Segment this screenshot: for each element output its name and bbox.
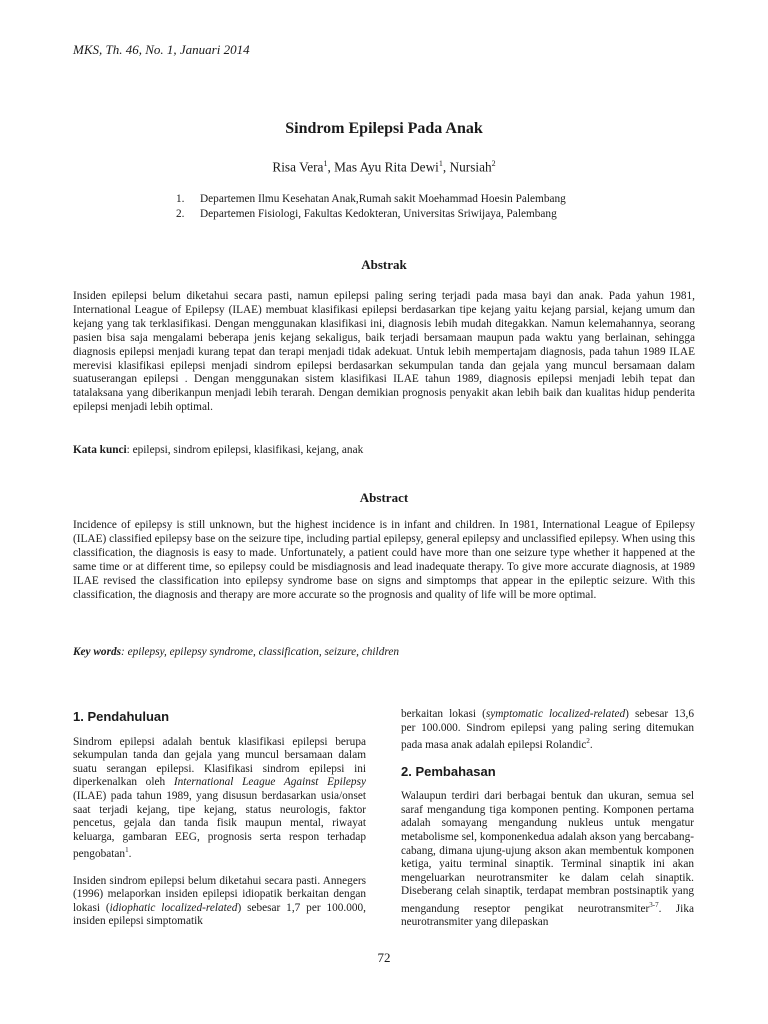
pendahuluan-paragraph-2 [73, 875, 366, 929]
key-words [73, 646, 695, 660]
abstrak-body [73, 290, 695, 415]
affiliation-text: Departemen Ilmu Kesehatan Anak,Rumah sakit Moehammad Hoesin Palembang [200, 193, 566, 205]
author-list [0, 159, 768, 175]
continued-paragraph [401, 708, 694, 753]
pembahasan-paragraph-1 [401, 790, 694, 930]
abstrak-line: 1981, International League of Epilepsy (ILAE) membuat klasifikasi epilepsi berdasarkan tipe kejang yaitu kejang [73, 290, 695, 316]
abstrak-line: diberikanpun menjadi lebih terarah. Dengan demikian prognosis penyakit akan lebih baik dan kualitas hidup penderita [151, 387, 695, 400]
italic-run: idiophatic localized-related [109, 901, 238, 914]
journal-header: MKS, Th. 46, No. 1, Januari 2014 [73, 42, 250, 57]
affiliation-number: 2. [176, 208, 185, 220]
abstract-line: Incidence of epilepsy is still unknown, but the highest incidence is in infant and children. In 1981, International League [73, 519, 638, 531]
affiliation [176, 193, 566, 205]
pendahuluan-paragraph-1 [73, 736, 366, 862]
author-name: Mas Ayu Rita Dewi [334, 159, 439, 175]
abstrak-line: bersamaan maupun pada waktu yang berlainan, sehingga diagnosis epilepsi menjadi kurang tepat dan terapi menjadi [73, 331, 695, 358]
abstract-line: more than one seizure type whether it happened at the same time or at different time, so epilepsy could be misdiagnosis [73, 546, 695, 573]
text-run: Walaupun terdiri dari berbagai bentuk dan ukuran, semua sel saraf mengandung tiga komponen penting. Komponen pertama adalah somayang mengandung nukleus untuk mengatur metabolisme sel, komponenkedua adalah akson yang bercabang-cabang, dimana ujung-ujung akson akan membentuk komponen ketiga, yaitu terminal sinaptik. Terminal sinaptik ini akan mengeluarkan neurotransmiter ke dalam celah sinaptik. Diseberang celah sinaptik, terdapat membran postsinaptik yang mengandung reseptor pengikat neurotransmiter [401, 790, 694, 915]
text-run: Sindrom epilepsi adalah bentuk klasifikasi epilepsi berupa sekumpulan tanda dan gejala yang muncul bersamaan dalam suatu serangan epilepsi. Klasifikasi sindrom epilepsi ini diperkenalkan oleh [73, 735, 366, 789]
abstrak-line: epilepsi menjadi lebih optimal. [73, 401, 213, 414]
text-run: ) sebesar 13,6 per 100.000. Sindrom epilepsi yang paling sering ditemukan pada masa anak adalah epilepsi Rolandic [401, 708, 694, 751]
text-run: Insiden sindrom epilepsi belum diketahui secara pasti. Annegers (1996) melaporkan insiden epilepsi idiopatik berkaitan dengan lokasi ( [73, 874, 366, 914]
kata-kunci-text: : epilepsi, sindrom epilepsi, klasifikasi, kejang, anak [126, 444, 364, 456]
citation-sup: 1 [125, 846, 129, 855]
text-run: . [128, 848, 132, 861]
author-affil-sup: 1 [323, 159, 328, 168]
key-words-text: : epilepsy, epilepsy syndrome, classification, seizure, children [121, 646, 399, 658]
abstrak-heading: Abstrak [361, 257, 407, 272]
author-affil-sup: 1 [438, 159, 443, 168]
kata-kunci-label: Kata kunci [73, 444, 127, 456]
text-run: ) sebesar 1,7 per 100.000, insiden epilepsi simptomatik [73, 901, 367, 928]
affiliation [176, 208, 557, 220]
abstrak-line: Insiden epilepsi belum diketahui secara pasti, namun epilepsi paling sering terjadi pada masa bayi dan anak. Pada yahun [73, 290, 664, 302]
affiliation-number: 1. [176, 193, 185, 205]
abstract-line: of Epilepsy (ILAE) classified epilepsy base on the seizure tipe, including partial epilepsy, general epilepsy and [73, 519, 696, 545]
abstract-body [73, 519, 695, 602]
author-separator: , [327, 159, 335, 175]
citation-sup: 2 [586, 737, 590, 746]
citation-sup: 3-7 [649, 900, 659, 909]
text-run: berkaitan lokasi ( [401, 708, 486, 720]
abstract-line: syndrome base on signs and simptomps that appear in the epileptic seizure. With this classification, the diagnosis and [73, 574, 696, 601]
abstract-line: unclassified epilepsy. When using this classification, the diagnosis is easy to made. Unfortunately, a patient could have [73, 532, 696, 559]
paper-title: Sindrom Epilepsi Pada Anak [285, 120, 483, 137]
text-run: . Jika neurotransmiter yang dilepaskan [401, 902, 694, 929]
author-separator: , [442, 159, 450, 175]
page-number: 72 [377, 950, 391, 965]
abstrak-line: tidak adekuat. Untuk lebih mempertajam diagnosis, pada tahun 1989 ILAE merevisi klasifikasi epilepsi menjadi [73, 345, 695, 372]
left-column [73, 710, 366, 929]
section-heading-pembahasan: 2. Pembahasan [401, 763, 496, 779]
abstract-line: and lead inadequate therapy. To give more accurate diagnosis, at 1989 ILAE revised the classification into epilepsy [73, 560, 695, 587]
italic-run: symptomatic localized-related [485, 708, 626, 720]
author-name: Risa Vera [272, 159, 324, 175]
author-name: Nursiah [449, 159, 492, 175]
kata-kunci [73, 444, 695, 458]
abstrak-line: Dengan menggunakan sistem klasifikasi ILAE tahun 1989, diagnosis epilepsi menjadi lebih tepat dan tatalaksana yang [73, 373, 696, 400]
abstract-line: therapy are more accurate so the prognosis and quality of life will be more optimal. [219, 588, 597, 601]
key-words-label: Key words [73, 646, 122, 658]
abstrak-line: ditegakkan. Namun kelemahannya, seorang pasien bisa saja mengalami beberapa jenis kejang sekaligus, baik terjadi [73, 317, 695, 344]
section-heading-pendahuluan: 1. Pendahuluan [73, 709, 170, 724]
italic-run: International League Against Epilepsy [173, 776, 366, 789]
affiliation-text: Departemen Fisiologi, Fakultas Kedokteran, Universitas Sriwijaya, Palembang [200, 208, 557, 220]
right-column [401, 708, 694, 930]
abstrak-line: parsial, kejang umum dan kejang yang tak terklasifikasi. Dengan menggunakan klasifikasi ini, diagnosis lebih mudah [73, 303, 695, 330]
text-run: . [589, 738, 593, 751]
abstract-heading: Abstract [359, 490, 409, 505]
text-run: (ILAE) pada tahun 1989, yang disusun berdasarkan usia/onset saat terjadi kejang, tipe kejang, status neurologis, faktor pencetus, gejala dan tanda fisik maupun mental, riwayat keluarga, gambaran EEG, prognosis serta respon terhadap pengobatan [73, 789, 366, 861]
author-affil-sup: 2 [491, 159, 496, 168]
abstrak-line: sindrom epilepsi berdasarkan sekumpulan tanda dan gejala yang muncul bersamaan dalam suatuserangan epilepsi . [73, 359, 696, 386]
